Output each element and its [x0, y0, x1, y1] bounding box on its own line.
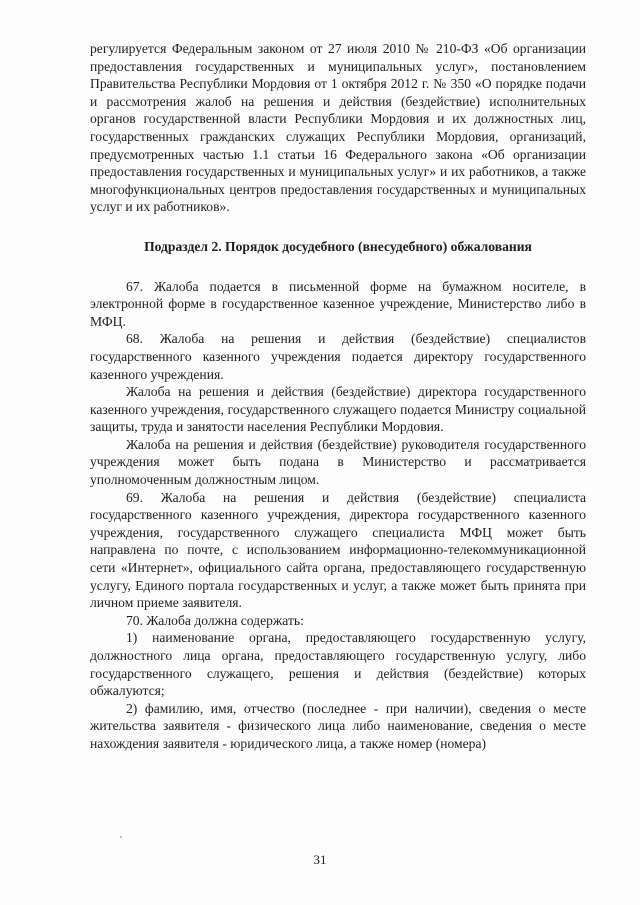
page-number: 31 — [313, 852, 327, 867]
paragraph-70-item-1: 1) наименование органа, предоставляющего государственную услугу, должностного лица органа, предоставляющего государственную услугу, либо государственного служащего, решения и действия (бездействие) которых обжалуются; — [90, 630, 586, 699]
paragraph-69: 69. Жалоба на решения и действия (бездействие) специалиста государственного казенного учреждения, директора государственного казенного учреждения, государственного служащего специалиста МФЦ может быть направлена по почте, с использованием информационно-телекоммуникационной сети «Интернет», официального сайта органа, предоставляющего государственную услугу, Единого портала государственных и услуг, а также может быть принята при личном приеме заявителя. — [90, 489, 586, 611]
scan-speck — [120, 836, 122, 838]
paragraph-67: 67. Жалоба подается в письменной форме на бумажном носителе, в электронной форме в государственное казенное учреждение, Министерство либо в МФЦ. — [90, 278, 586, 329]
subsection-heading: Подраздел 2. Порядок досудебного (внесудебного) обжалования — [144, 238, 532, 254]
paragraph-68-director: Жалоба на решения и действия (бездействие) директора государственного казенного учреждения, государственного служащего подается Министру социальной защиты, труда и занятости населения Республики Мордовия. — [90, 384, 586, 435]
intro-paragraph: регулируется Федеральным законом от 27 июля 2010 № 210-ФЗ «Об организации предоставления государственных и муниципальных услуг», постановлением Правительства Республики Мордовия от 1 октября 2012 г. № 350 «О порядке подачи и рассмотрения жалоб на решения и действия (бездействие) исполнительных органов государственной власти Республики Мордовия и их должностных лиц, государственных гражданских служащих Республики Мордовия, организаций, предусмотренных частью 1.1 статьи 16 Федерального закона «Об организации предоставления государственных и муниципальных услуг» и их работников, а также многофункциональных центров предоставления государственных и муниципальных услуг и их работников». — [90, 41, 586, 215]
paragraph-70: 70. Жалоба должна содержать: — [126, 612, 304, 628]
paragraph-70-item-2: 2) фамилию, имя, отчество (последнее - при наличии), сведения о месте жительства заявителя - физического лица либо наименование, сведения о месте нахождения заявителя - юридического лица, а также номер (номера) — [90, 700, 586, 751]
paragraph-68: 68. Жалоба на решения и действия (бездействие) специалистов государственного казенного учреждения подается директору государственного казенного учреждения. — [90, 331, 586, 382]
paragraph-68-head: Жалоба на решения и действия (бездействие) руководителя государственного учреждения может быть подана в Министерство и рассматривается уполномоченным должностным лицом. — [90, 436, 586, 488]
body-text — [90, 40, 586, 753]
